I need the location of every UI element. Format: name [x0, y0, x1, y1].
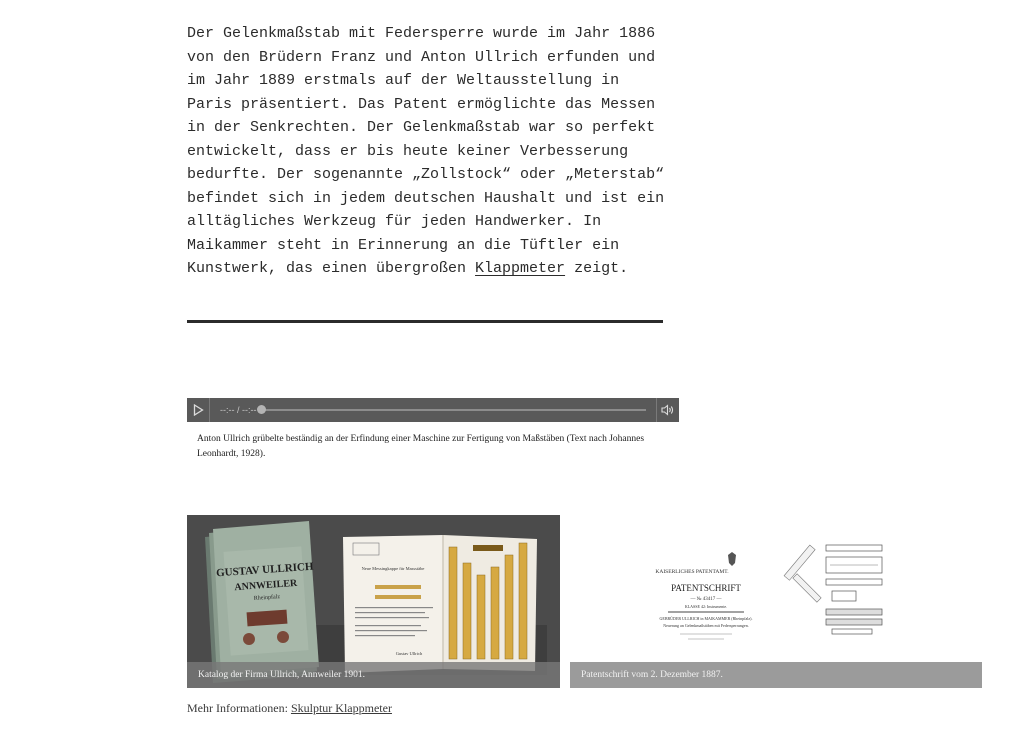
audio-time: --:-- / --:-- [220, 405, 257, 415]
patent-inventor: GEBRÜDER ULLRICH in MAIKAMMER (Rheinpfalz). [659, 616, 753, 621]
intro-text-part1: Der Gelenkmaßstab mit Federsperre wurde im Jahr 1886 von den Brüdern Franz und Anton Ullrich erfunden und im Jahr 1889 erstmals auf der Weltausstellung in Paris präsentiert. Das Patent ermöglichte das Messen in der Senkrechten. Der Gelenkmaßstab war so perfekt entwickelt, dass er bis heute keiner Verbesserung bedurfte. Der sogenannte „Zollstock“ oder „Meterstab“ befindet sich in jedem deutschen Haushalt und ist ein alltägliches Werkzeug für jeden Handwerker. In Maikammer steht in Erinnerung an die Tüftler ein Kunstwerk, das einen übergroßen [187, 25, 665, 277]
patent-office: KAISERLICHES PATENTAMT. [655, 569, 729, 575]
patent-figure[interactable] [570, 515, 982, 688]
catalog-page-heading: Neue Messingkappe für Massstäbe [361, 566, 425, 571]
intro-text-part2: zeigt. [565, 260, 629, 277]
volume-button[interactable] [656, 398, 679, 422]
audio-player [187, 398, 679, 422]
patent-caption: Patentschrift vom 2. Dezember 1887. [570, 662, 982, 688]
volume-icon [661, 404, 675, 416]
audio-caption: Anton Ullrich grübelte beständig an der Erfindung einer Maschine zur Fertigung von Maßstäben (Text nach Johannes Leonhardt, 1928). [197, 434, 645, 459]
more-info [187, 701, 392, 716]
audio-progress-handle[interactable] [257, 405, 266, 414]
catalog-title-2: ANNWEILER [234, 577, 298, 594]
play-button[interactable] [187, 398, 210, 422]
klappmeter-link[interactable]: Klappmeter [475, 260, 566, 277]
patent-subject: Neuerung an Gelenkmaßstäben mit Federsperrungen. [663, 623, 749, 628]
catalog-title-3: Rheinpfalz [253, 594, 281, 602]
catalog-page-footer: Gustav Ullrich [395, 651, 423, 656]
patent-number: — № 43417 — [690, 597, 722, 602]
section-divider [187, 320, 663, 323]
patent-klasse: KLASSE 42: Instrumente. [684, 604, 728, 609]
more-info-label: Mehr Informationen: [187, 701, 291, 715]
play-icon [193, 404, 204, 416]
audio-progress-track[interactable] [258, 409, 646, 411]
catalog-figure[interactable] [187, 515, 560, 688]
catalog-title-1: GUSTAV ULLRICH [215, 560, 314, 580]
skulptur-klappmeter-link[interactable]: Skulptur Klappmeter [290, 701, 392, 715]
patent-title: PATENTSCHRIFT [671, 583, 741, 593]
catalog-caption: Katalog der Firma Ullrich, Annweiler 1901. [187, 662, 560, 688]
intro-text [187, 22, 665, 281]
